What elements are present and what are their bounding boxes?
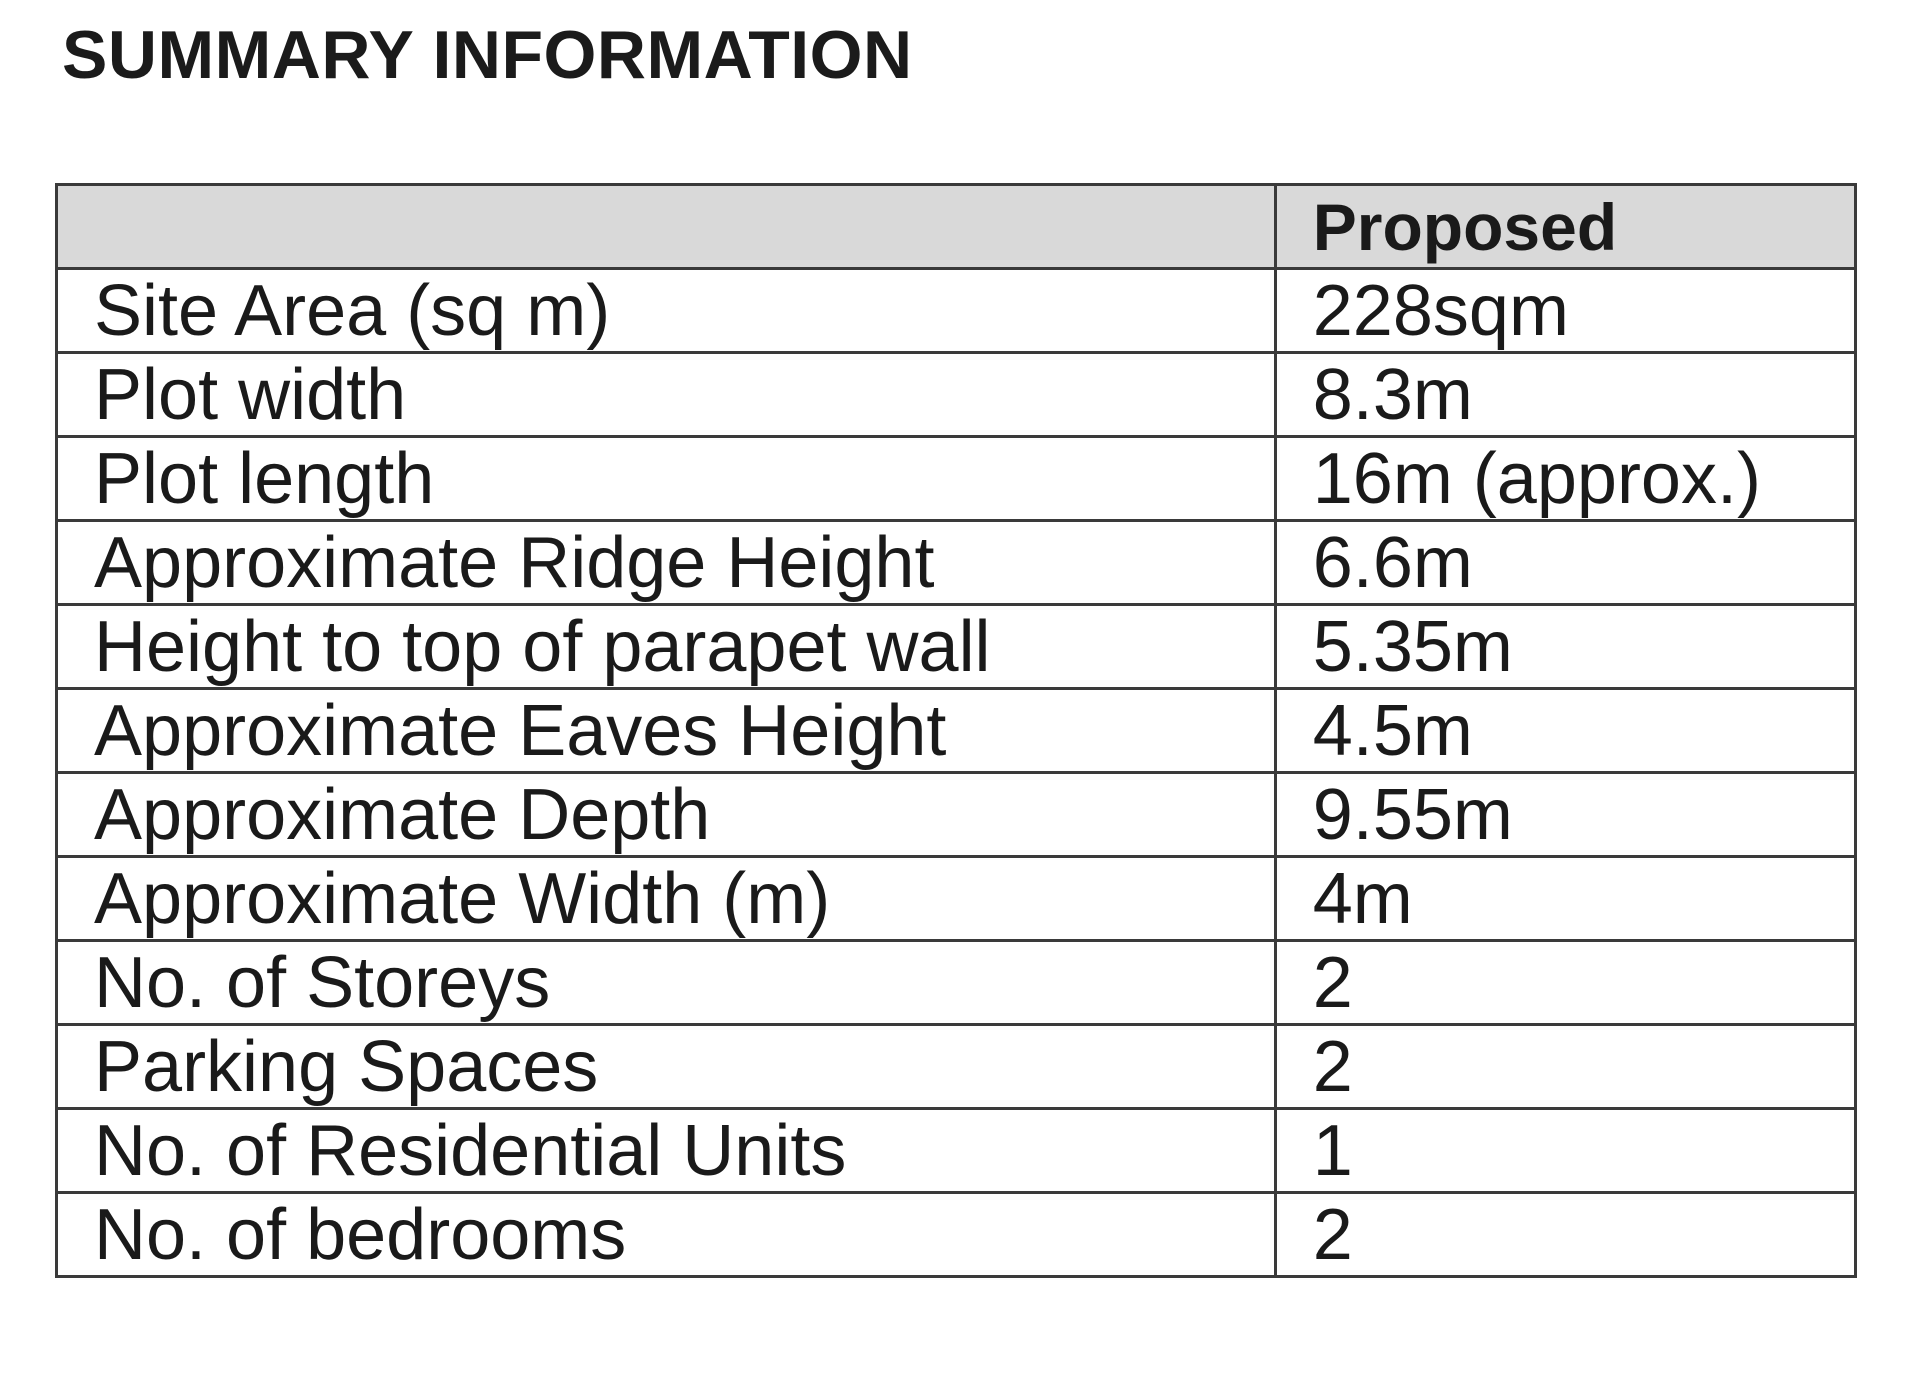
- row-label: Approximate Depth: [57, 773, 1276, 857]
- header-label-cell: [57, 185, 1276, 269]
- row-value: 2: [1275, 1025, 1855, 1109]
- row-value: 228sqm: [1275, 269, 1855, 353]
- table-row: [57, 437, 1856, 521]
- row-label: Approximate Ridge Height: [57, 521, 1276, 605]
- row-value: 5.35m: [1275, 605, 1855, 689]
- row-value: 16m (approx.): [1275, 437, 1855, 521]
- table-header-row: [57, 185, 1856, 269]
- summary-table: [55, 183, 1857, 1278]
- row-value: 4m: [1275, 857, 1855, 941]
- table-row: [57, 353, 1856, 437]
- row-label: Approximate Eaves Height: [57, 689, 1276, 773]
- table-row: [57, 521, 1856, 605]
- row-label: Site Area (sq m): [57, 269, 1276, 353]
- row-label: No. of bedrooms: [57, 1193, 1276, 1277]
- row-value: 2: [1275, 1193, 1855, 1277]
- row-value: 8.3m: [1275, 353, 1855, 437]
- row-label: Plot length: [57, 437, 1276, 521]
- table-row: [57, 269, 1856, 353]
- row-value: 2: [1275, 941, 1855, 1025]
- row-label: Approximate Width (m): [57, 857, 1276, 941]
- table-row: [57, 1109, 1856, 1193]
- table-row: [57, 1193, 1856, 1277]
- table-row: [57, 773, 1856, 857]
- table-row: [57, 689, 1856, 773]
- table-row: [57, 1025, 1856, 1109]
- row-value: 6.6m: [1275, 521, 1855, 605]
- row-label: Height to top of parapet wall: [57, 605, 1276, 689]
- row-label: Parking Spaces: [57, 1025, 1276, 1109]
- row-label: Plot width: [57, 353, 1276, 437]
- row-label: No. of Storeys: [57, 941, 1276, 1025]
- header-proposed-cell: Proposed: [1275, 185, 1855, 269]
- row-label: No. of Residential Units: [57, 1109, 1276, 1193]
- table-row: [57, 941, 1856, 1025]
- page-title: SUMMARY INFORMATION: [62, 17, 913, 93]
- row-value: 1: [1275, 1109, 1855, 1193]
- row-value: 4.5m: [1275, 689, 1855, 773]
- table-row: [57, 857, 1856, 941]
- row-value: 9.55m: [1275, 773, 1855, 857]
- table-row: [57, 605, 1856, 689]
